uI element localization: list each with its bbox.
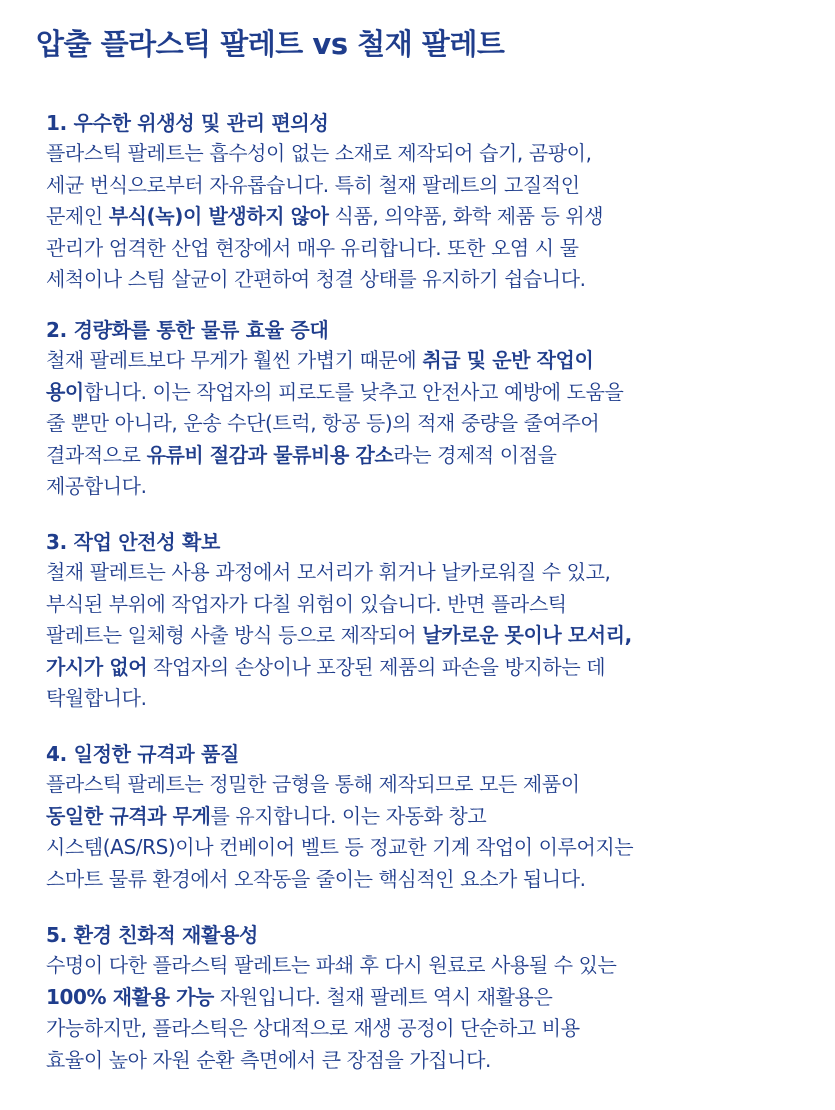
body-text: 제공합니다. xyxy=(46,474,147,498)
body-text: 를 유지합니다. 이는 자동화 창고 xyxy=(210,803,487,828)
section-line xyxy=(46,832,816,864)
section-line xyxy=(46,138,816,170)
section-line xyxy=(46,982,816,1014)
emphasis-text: 용이 xyxy=(46,379,84,404)
section-safety xyxy=(46,527,816,715)
body-text: 식품, 의약품, 화학 제품 등 위생 xyxy=(328,204,604,228)
emphasis-text: 날카로운 못이나 모서리, xyxy=(422,623,632,647)
section-line xyxy=(46,233,816,265)
section-line xyxy=(46,769,816,801)
section-line xyxy=(46,1013,816,1045)
emphasis-text: 유류비 절감과 물류비용 감소 xyxy=(146,442,394,467)
section-line xyxy=(46,557,816,589)
section-lightweight xyxy=(46,315,816,503)
section-line xyxy=(46,1045,816,1077)
body-text: 철재 팔레트보다 무게가 훨씬 가볍기 때문에 xyxy=(46,348,423,372)
body-text: 세균 번식으로부터 자유롭습니다. 특히 철재 팔레트의 고질적인 xyxy=(46,172,580,197)
section-heading: 1. 우수한 위생성 및 관리 편의성 xyxy=(46,111,329,135)
emphasis-text: 동일한 규격과 무게 xyxy=(46,803,211,828)
body-text: 시스템(AS/RS)이나 컨베이어 벨트 등 정교한 기계 작업이 이루어지는 xyxy=(46,835,634,859)
body-text: 자원입니다. 철재 팔레트 역시 재활용은 xyxy=(213,984,553,1009)
body-text: 문제인 xyxy=(46,204,109,228)
section-line xyxy=(46,345,816,377)
body-text: 라는 경제적 이점을 xyxy=(393,442,557,467)
section-line xyxy=(46,377,816,409)
section-heading: 2. 경량화를 통한 물류 효율 증대 xyxy=(46,318,329,342)
body-text: 플라스틱 팔레트는 정밀한 금형을 통해 제작되므로 모든 제품이 xyxy=(46,772,580,796)
body-text: 줄 뿐만 아니라, 운송 수단(트럭, 항공 등)의 적재 중량을 줄여주어 xyxy=(46,411,600,435)
section-heading: 5. 환경 친화적 재활용성 xyxy=(46,923,259,947)
emphasis-text: 100% 재활용 가능 xyxy=(46,984,214,1009)
section-line xyxy=(46,620,816,652)
section-line xyxy=(46,801,816,833)
body-text: 탁월합니다. xyxy=(46,686,147,710)
section-line xyxy=(46,864,816,896)
body-text: 철재 팔레트는 사용 과정에서 모서리가 휘거나 날카로워질 수 있고, xyxy=(46,560,611,584)
section-line xyxy=(46,683,816,715)
section-line xyxy=(46,471,816,503)
body-text: 팔레트는 일체형 사출 방식 등으로 제작되어 xyxy=(46,623,423,647)
document-title: 압출 플라스틱 팔레트 vs 철재 팔레트 xyxy=(36,27,505,61)
section-line xyxy=(46,950,816,982)
section-recyclability xyxy=(46,920,816,1076)
body-text: 작업자의 손상이나 포장된 제품의 파손을 방지하는 데 xyxy=(147,654,606,679)
section-line xyxy=(46,264,816,296)
body-text: 세척이나 스팀 살균이 간편하여 청결 상태를 유지하기 쉽습니다. xyxy=(46,267,586,291)
body-text: 관리가 엄격한 산업 현장에서 매우 유리합니다. 또한 오염 시 물 xyxy=(46,235,579,260)
body-text: 플라스틱 팔레트는 흡수성이 없는 소재로 제작되어 습기, 곰팡이, xyxy=(46,141,592,165)
emphasis-text: 취급 및 운반 작업이 xyxy=(422,348,594,372)
section-line xyxy=(46,589,816,621)
emphasis-text: 부식(녹)이 발생하지 않아 xyxy=(108,204,329,228)
section-hygiene xyxy=(46,108,816,296)
section-line xyxy=(46,440,816,472)
section-heading: 3. 작업 안전성 확보 xyxy=(46,530,221,554)
emphasis-text: 가시가 없어 xyxy=(46,654,148,679)
section-line xyxy=(46,408,816,440)
body-text: 합니다. 이는 작업자의 피로도를 낮추고 안전사고 예방에 도움을 xyxy=(83,379,624,404)
section-line xyxy=(46,170,816,202)
body-text: 결과적으로 xyxy=(46,442,147,467)
section-standard-quality xyxy=(46,739,816,895)
section-heading: 4. 일정한 규격과 품질 xyxy=(46,742,240,766)
body-text: 부식된 부위에 작업자가 다칠 위험이 있습니다. 반면 플라스틱 xyxy=(46,591,567,616)
body-text: 스마트 물류 환경에서 오작동을 줄이는 핵심적인 요소가 됩니다. xyxy=(46,866,586,891)
body-text: 효율이 높아 자원 순환 측면에서 큰 장점을 가집니다. xyxy=(46,1047,491,1072)
body-text: 가능하지만, 플라스틱은 상대적으로 재생 공정이 단순하고 비용 xyxy=(46,1016,580,1040)
section-line xyxy=(46,652,816,684)
section-line xyxy=(46,201,816,233)
body-text: 수명이 다한 플라스틱 팔레트는 파쇄 후 다시 원료로 사용될 수 있는 xyxy=(46,953,617,977)
